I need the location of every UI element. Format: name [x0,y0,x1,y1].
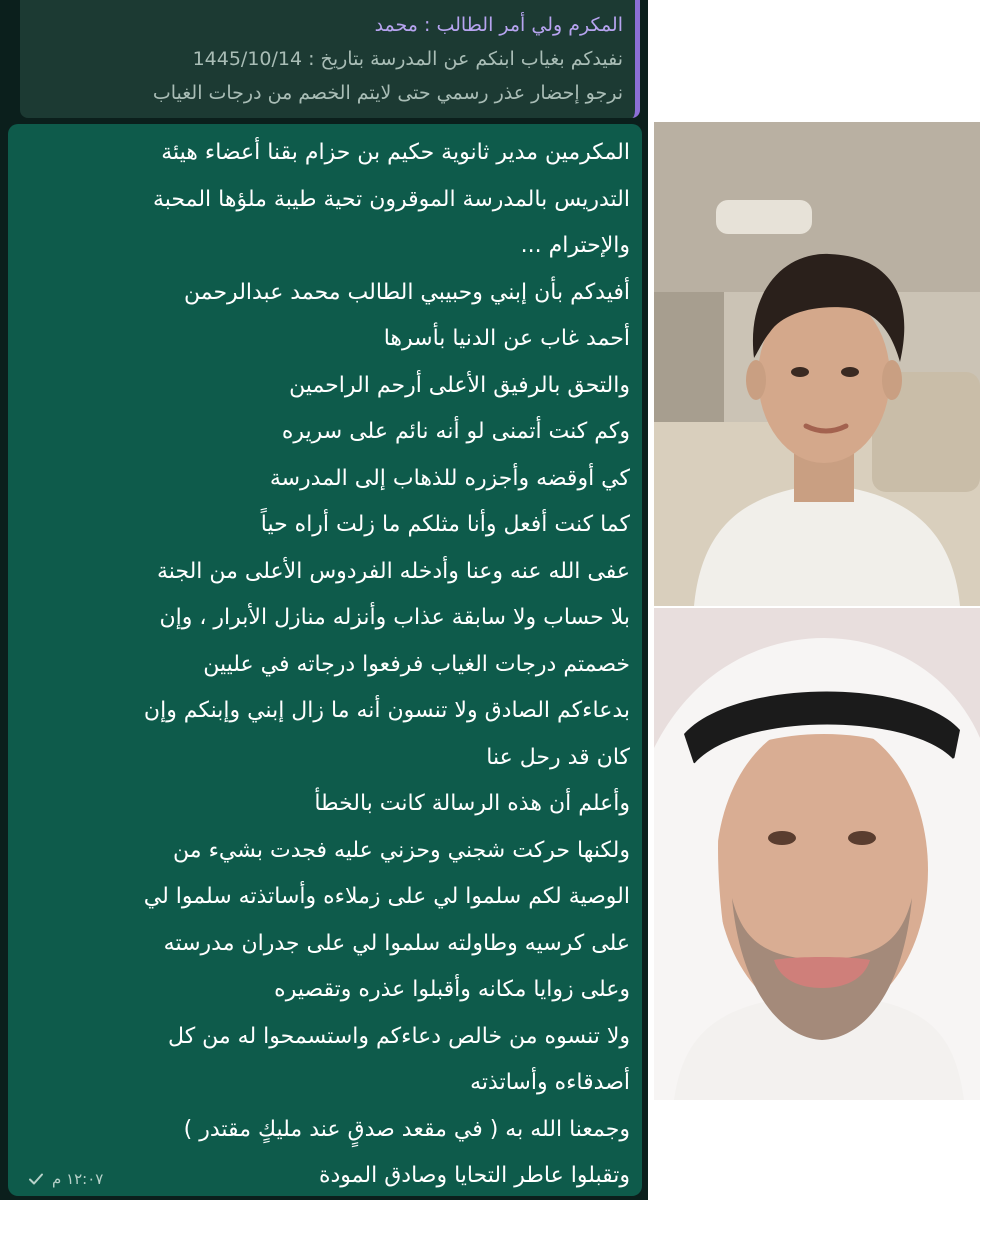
photo-father-image [654,608,980,1100]
message-line: وتقبلوا عاطر التحايا وصادق المودة [18,1153,630,1200]
message-line: أصدقاءه وأساتذته [18,1060,630,1107]
photo-young-man[interactable] [654,122,980,606]
message-line: على كرسيه وطاولته سلموا لي على جدران مدرسته [18,921,630,968]
photo-father[interactable] [654,608,980,1100]
message-time: ١٢:٠٧ م [52,1170,103,1188]
message-line: وعلى زوايا مكانه وأقبلوا عذره وتقصيره [18,967,630,1014]
message-line: ولا تنسوه من خالص دعاءكم واستسمحوا له من كل [18,1014,630,1061]
message-line: كي أوقضه وأجزره للذهاب إلى المدرسة [18,456,630,503]
message-line: ولي أمر الفقيد محمد عبدالرحمن أحمد [18,1200,630,1246]
message-line: عفى الله عنه وعنا وأدخله الفردوس الأعلى من الجنة [18,549,630,596]
quoted-sender: المكرم ولي أمر الطالب : محمد [30,8,623,42]
message-line: أفيدكم بأن إبني وحبيبي الطالب محمد عبدالرحمن [18,270,630,317]
quoted-line: نرجو إحضار عذر رسمي حتى لايتم الخصم من درجات الغياب [30,76,623,110]
single-check-icon [28,1171,44,1187]
message-line: وأعلم أن هذه الرسالة كانت بالخطأ [18,781,630,828]
message-bubble[interactable] [8,124,642,1196]
quoted-line: نفيدكم بغياب ابنكم عن المدرسة بتاريخ : 1445/10/14 [30,42,623,76]
message-line: كان قد رحل عنا [18,735,630,782]
message-line: أحمد غاب عن الدنيا بأسرها [18,316,630,363]
message-line: بلا حساب ولا سابقة عذاب وأنزله منازل الأبرار ، وإن [18,595,630,642]
message-line: بدعاءكم الصادق ولا تنسون أنه ما زال إبني وإبنكم وإن [18,688,630,735]
message-line: وجمعنا الله به ( في مقعد صدقٍ عند مليكٍ مقتدر ) [18,1107,630,1154]
message-line: الوصية لكم سلموا لي على زملاءه وأساتذته سلموا لي [18,874,630,921]
message-line: ولكنها حركت شجني وحزني عليه فجدت بشيء من [18,828,630,875]
message-line: المكرمين مدير ثانوية حكيم بن حزام بقنا أعضاء هيئة [18,130,630,177]
message-line: والتحق بالرفيق الأعلى أرحم الراحمين [18,363,630,410]
photo-young-man-image [654,122,980,606]
message-line: كما كنت أفعل وأنا مثلكم ما زلت أراه حياً [18,502,630,549]
message-meta [28,1170,103,1188]
message-line: خصمتم درجات الغياب فرفعوا درجاته في عليين [18,642,630,689]
message-line: والإحترام ... [18,223,630,270]
message-line: وكم كنت أتمنى لو أنه نائم على سريره [18,409,630,456]
quoted-message[interactable] [20,0,640,118]
message-line: التدريس بالمدرسة الموقرون تحية طيبة ملؤها المحبة [18,177,630,224]
